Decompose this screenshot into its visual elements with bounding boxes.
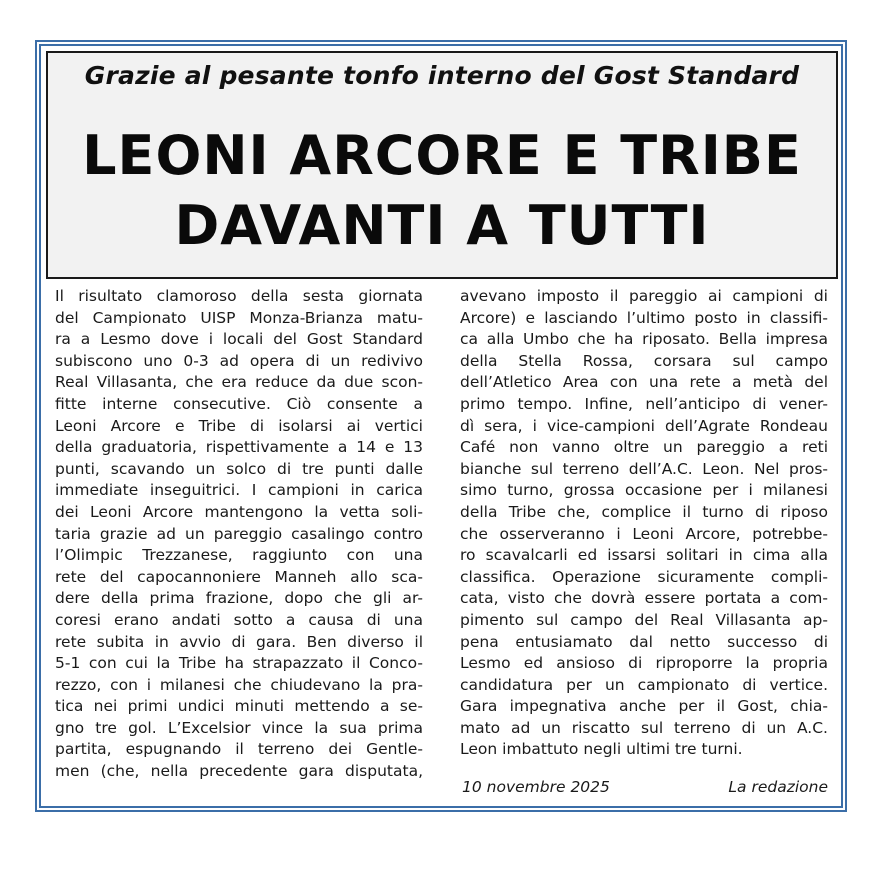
column-line: dì sera, i vice-campioni dell’Agrate Rondeau (460, 416, 828, 435)
column-line: bianche sul terreno dell’A.C. Leon. Nel pros- (460, 459, 828, 478)
column-line: men (che, nella precedente gara disputata, (55, 762, 423, 781)
article-headline (48, 121, 836, 261)
column-line: classifica. Operazione sicuramente compli- (460, 567, 828, 586)
column-line: dei Leoni Arcore mantengono la vetta soli- (55, 502, 423, 521)
column-line: rete subita in avvio di gara. Ben diverso il (55, 632, 423, 651)
article-footer (460, 778, 828, 800)
column-line: fitte interne consecutive. Ciò consente a (55, 394, 423, 413)
column-line: mato ad un riscatto sul terreno di un A.C. (460, 718, 828, 737)
article-signature: La redazione (728, 778, 828, 796)
column-line: rete del capocannoniere Manneh allo sca- (55, 567, 423, 586)
column-line: dell’Atletico Area con una rete a metà del (460, 373, 828, 392)
column-line: avevano imposto il pareggio ai campioni di (460, 287, 828, 305)
column-line: ro scavalcarli ed issarsi solitari in cima alla (460, 546, 828, 565)
column-line: Leoni Arcore e Tribe di isolarsi ai vertici (55, 416, 423, 435)
column-line: che osserveranno i Leoni Arcore, potrebbe- (460, 524, 828, 543)
column-line: del Campionato UISP Monza-Brianza matu- (55, 308, 423, 327)
article-subtitle: Grazie al pesante tonfo interno del Gost Standard (84, 61, 800, 90)
column-line: dere della prima frazione, dopo che gli ar- (55, 589, 423, 608)
column-line: punti, scavando un solco di tre punti dalle (55, 459, 423, 478)
column-line: taria grazie ad un pareggio casalingo contro (55, 524, 423, 543)
column-line: della graduatoria, rispettivamente a 14 e 13 (55, 438, 423, 457)
headline-line-1: LEONI ARCORE E TRIBE (82, 124, 802, 187)
column-line: Real Villasanta, che era reduce da due scon- (55, 373, 423, 392)
column-line: Il risultato clamoroso della sesta giornata (55, 287, 423, 305)
column-line: ca alla Umbo che ha riposato. Bella impresa (460, 330, 828, 349)
article-column-right (460, 286, 828, 761)
column-line: della Stella Rossa, corsara sul campo (460, 351, 828, 370)
column-line: primo tempo. Infine, nell’anticipo di vener- (460, 394, 828, 413)
column-line: Café non vanno oltre un pareggio a reti (460, 438, 828, 457)
header-box (46, 51, 838, 279)
column-line: coresi erano andati sotto a causa di una (55, 610, 423, 629)
column-line: Gara impegnativa anche per il Gost, chia- (460, 697, 828, 716)
column-line: partita, espugnando il terreno dei Gentle- (55, 740, 423, 759)
article-date: 10 novembre 2025 (462, 778, 610, 796)
article-column-left (55, 286, 423, 783)
headline-line-2: DAVANTI A TUTTI (174, 194, 710, 257)
column-line: pena entusiamato dal netto successo di (460, 632, 828, 651)
column-line: candidatura per un campionato di vertice. (460, 675, 828, 694)
column-line: pimento sul campo del Real Villasanta ap- (460, 610, 828, 629)
column-line: cata, visto che dovrà essere portata a com- (460, 589, 828, 608)
column-line: rezzo, con i milanesi che chiudevano la pra- (55, 675, 423, 694)
column-line: subiscono uno 0-3 ad opera di un redivivo (55, 351, 423, 370)
column-line: ra a Lesmo dove i locali del Gost Standard (55, 330, 423, 349)
column-line: Arcore) e lasciando l’ultimo posto in classifi- (460, 308, 828, 327)
column-line: l’Olimpic Trezzanese, raggiunto con una (55, 546, 423, 565)
column-line: simo turno, grossa occasione per i milanesi (460, 481, 828, 500)
column-line: 5-1 con cui la Tribe ha strapazzato il Conco- (55, 654, 423, 673)
column-line: immediate inseguitrici. I campioni in carica (55, 481, 423, 500)
column-line: Lesmo ed ansioso di riproporre la propria (460, 654, 828, 673)
column-line: tica nei primi undici minuti mettendo a se- (55, 697, 423, 716)
column-line: della Tribe che, complice il turno di riposo (460, 502, 828, 521)
column-line: Leon imbattuto negli ultimi tre turni. (460, 740, 743, 759)
column-line: gno tre gol. L’Excelsior vince la sua prima (55, 718, 423, 737)
